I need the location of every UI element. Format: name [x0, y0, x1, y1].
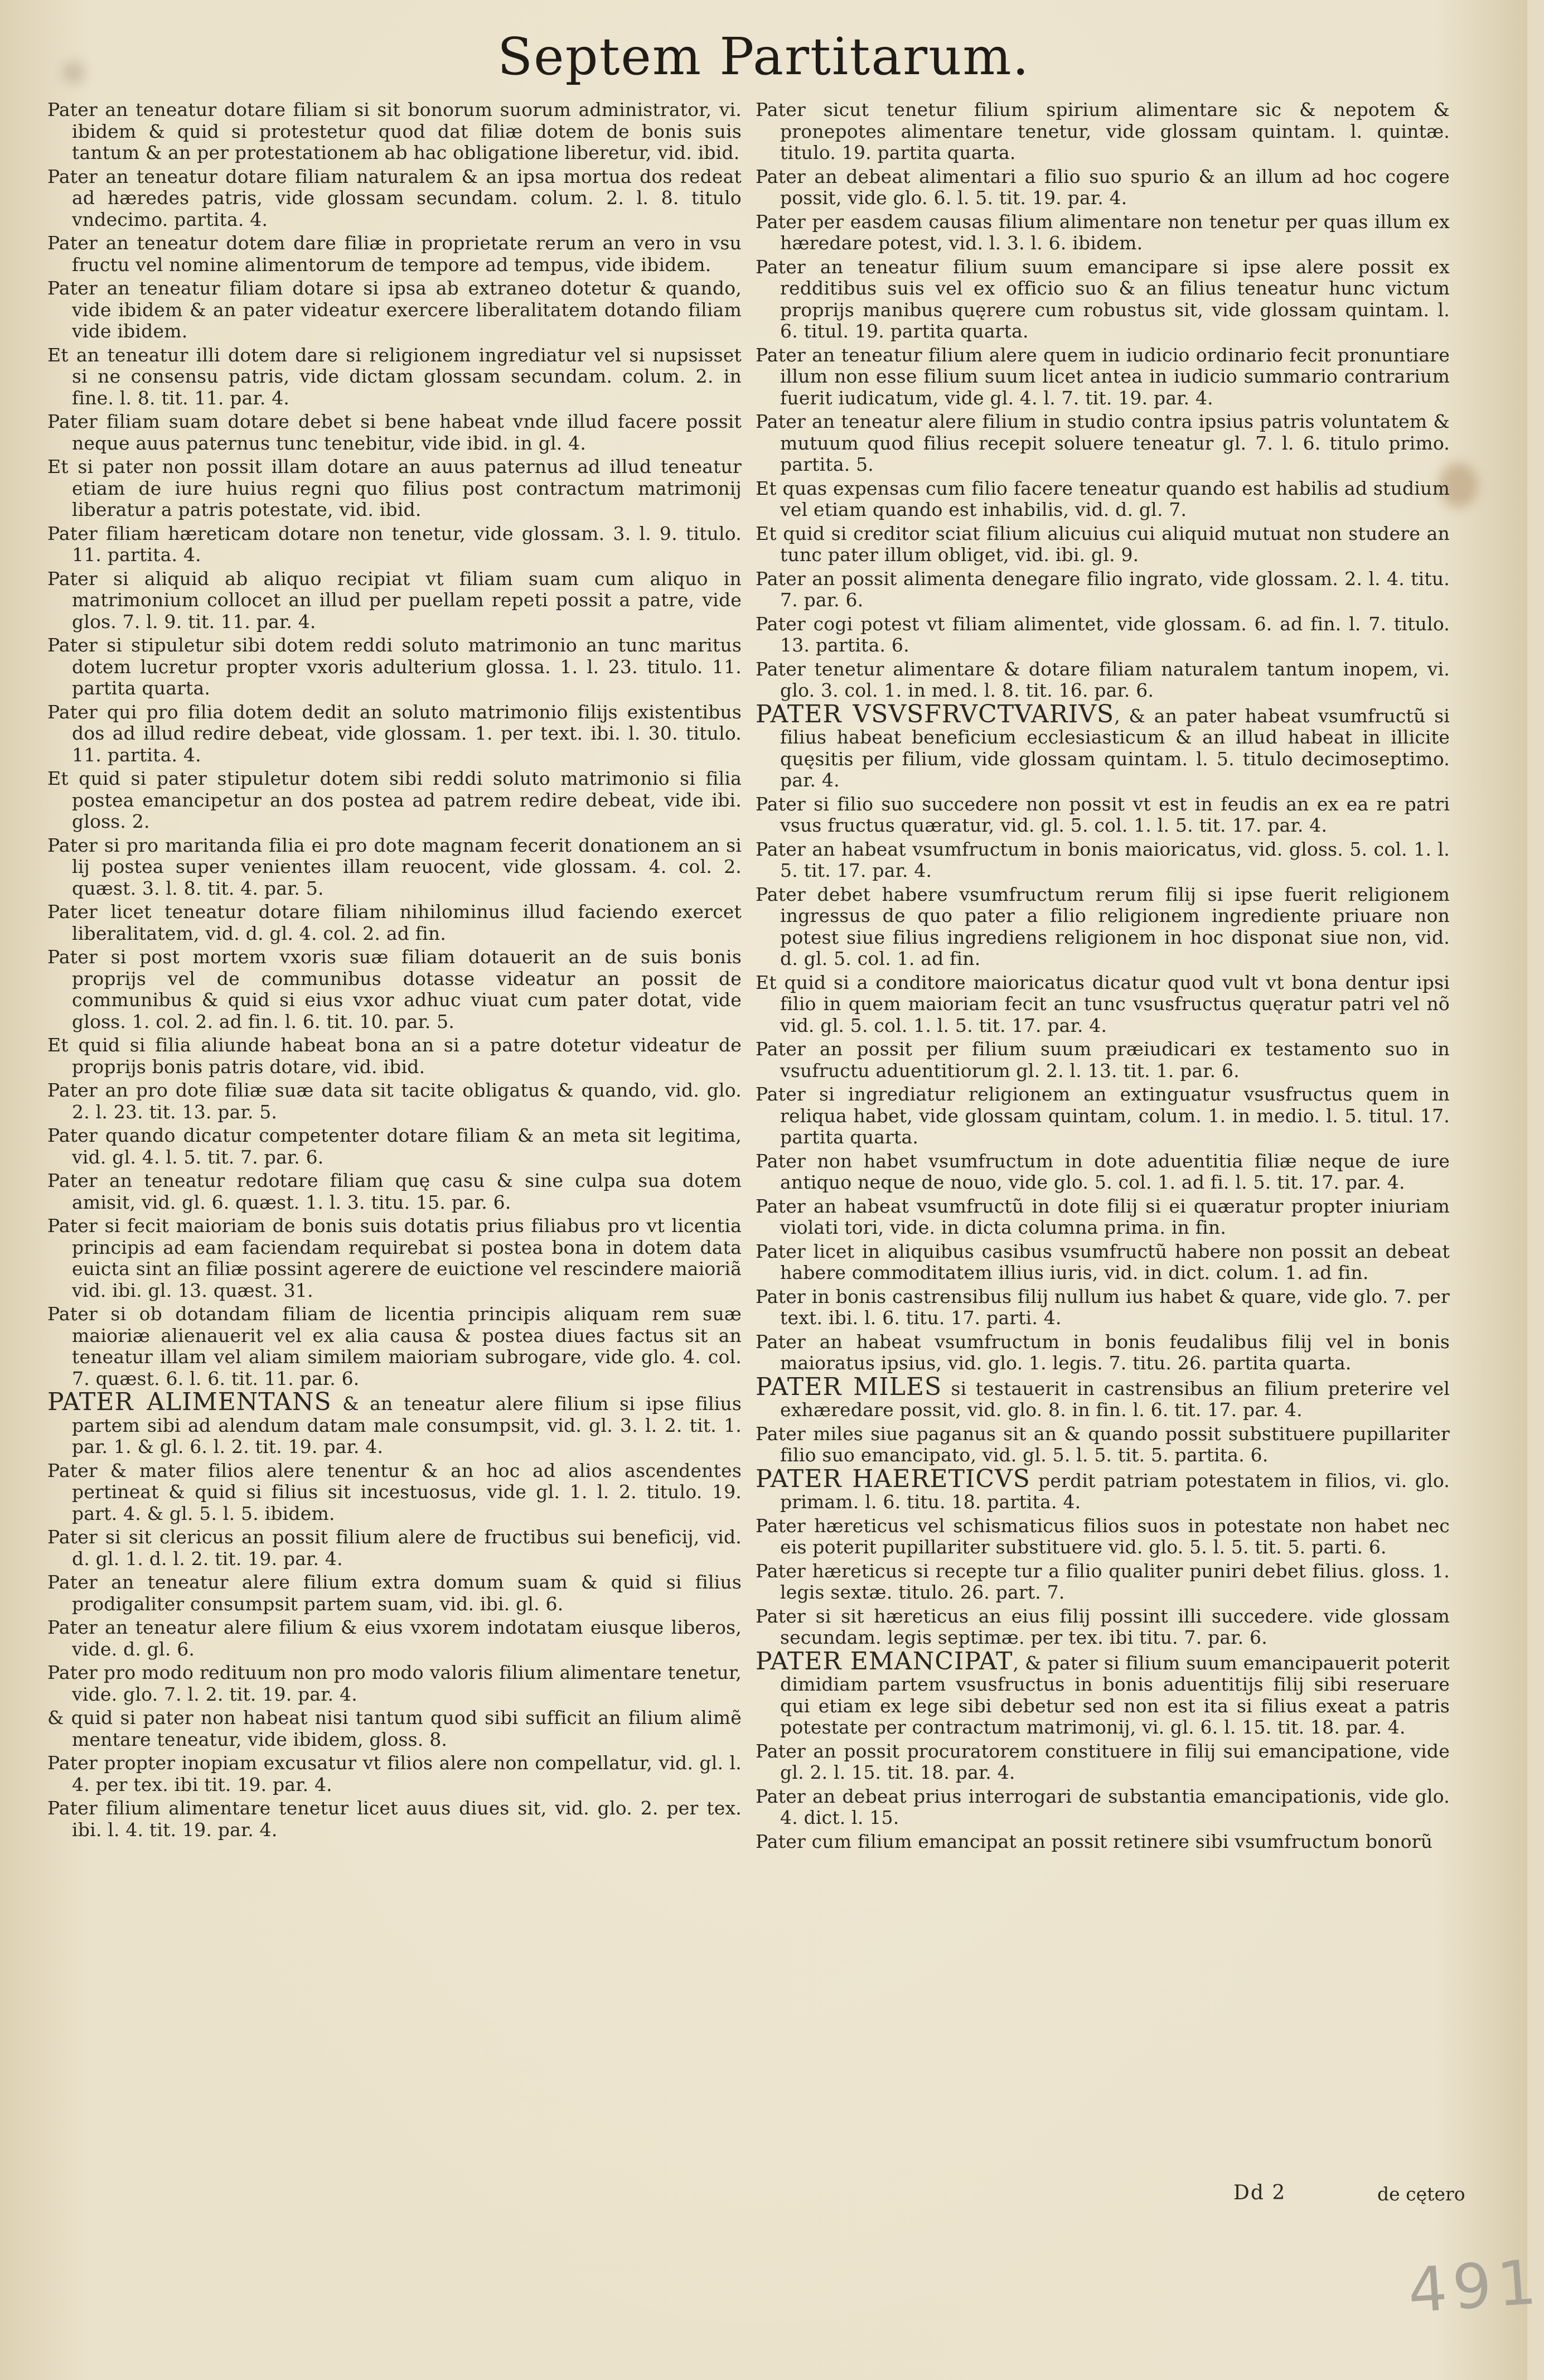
index-entry: Pater si post mortem vxoris suæ filiam dotauerit an de suis bonis proprijs vel de communibus dotasse videatur an possit de communibus & quid si eius vxor adhuc viuat cum pater dotat, vide gloss. 1. col. 2. ad fin. l. 6. tit. 10. par. 5. — [47, 946, 742, 1032]
index-entry: Et quid si a conditore maioricatus dicatur quod vult vt bona dentur ipsi filio in quem maioriam fecit an tunc vsusfructus quęratur patri vel nõ vid. gl. 5. col. 1. l. 5. tit. 17. par. 4. — [756, 971, 1450, 1036]
index-entry: PATER HAERETICVS perdit patriam potestatem in filios, vi. glo. primam. l. 6. titu. 18. partita. 4. — [756, 1464, 1450, 1513]
index-entry: Pater hæreticus vel schismaticus filios suos in potestate non habet nec eis poterit pupillariter substituere vid. glo. 5. l. 5. tit. 5. parti. 6. — [756, 1514, 1450, 1558]
index-entry: Et an teneatur illi dotem dare si religionem ingrediatur vel si nupsisset si ne consensu patris, vide dictam glossam secundam. colum. 2. in fine. l. 8. tit. 11. par. 4. — [47, 344, 742, 409]
index-entry: Pater si ingrediatur religionem an extinguatur vsusfructus quem in reliqua habet, vide glossam quintam, colum. 1. in medio. l. 5. titul. 17. partita quarta. — [756, 1083, 1450, 1148]
index-entry: Pater an debeat alimentari a filio suo spurio & an illum ad hoc cogere possit, vide glo. 6. l. 5. tit. 19. par. 4. — [756, 165, 1450, 209]
catchword: de cętero — [1377, 2183, 1465, 2205]
index-entry: Pater an teneatur alere filium & eius vxorem indotatam eiusque liberos, vide. d. gl. 6. — [47, 1616, 742, 1660]
index-entry: Pater an teneatur redotare filiam quę casu & sine culpa sua dotem amisit, vid. gl. 6. quæst. 1. l. 3. titu. 15. par. 6. — [47, 1170, 742, 1213]
handwritten-folio-number: 491 — [1405, 2246, 1544, 2327]
index-entry: PATER VSVSFRVCTVARIVS, & an pater habeat vsumfructũ si filius habeat beneficium ecclesiasticum & an illud habeat in illicite quęsitis per filium, vide glossam quintam. l. 5. titulo decimoseptimo. par. 4. — [756, 699, 1450, 791]
index-entry: Et quid si creditor sciat filium alicuius cui aliquid mutuat non studere an tunc pater illum obliget, vid. ibi. gl. 9. — [756, 522, 1450, 566]
index-entry: Pater debet habere vsumfructum rerum filij si ipse fuerit religionem ingressus de quo pater a filio religionem ingrediente priuare non potest siue filius ingrediens religionem in hoc disponat siue non, vid. d. gl. 5. col. 1. ad fin. — [756, 883, 1450, 969]
index-entry: Pater si aliquid ab aliquo recipiat vt filiam suam cum aliquo in matrimonium collocet an illud per puellam repeti possit a patre, vide glos. 7. l. 9. tit. 11. par. 4. — [47, 567, 742, 633]
index-entry: Pater an debeat prius interrogari de substantia emancipationis, vide glo. 4. dict. l. 15. — [756, 1785, 1450, 1828]
index-entry: Pater propter inopiam excusatur vt filios alere non compellatur, vid. gl. l. 4. per tex. ibi tit. 19. par. 4. — [47, 1752, 742, 1795]
index-entry: Pater an teneatur alere filium in studio contra ipsius patris voluntatem & mutuum quod filius recepit soluere teneatur gl. 7. l. 6. titulo primo. partita. 5. — [756, 411, 1450, 475]
index-entry: Pater licet teneatur dotare filiam nihilominus illud faciendo exercet liberalitatem, vid. d. gl. 4. col. 2. ad fin. — [47, 901, 742, 944]
index-entry: Pater an teneatur dotare filiam si sit bonorum suorum administrator, vi. ibidem & quid si protestetur quod dat filiæ dotem de bonis suis tantum & an per protestationem ab hac obligatione liberetur, vid. ibid. — [47, 99, 742, 163]
index-entry: Pater filium alimentare tenetur licet auus diues sit, vid. glo. 2. per tex. ibi. l. 4. tit. 19. par. 4. — [47, 1797, 742, 1841]
index-entry: PATER EMANCIPAT, & pater si filium suum emancipauerit poterit dimidiam partem vsusfructus in bonis aduentitijs filij sibi reseruare qui etiam ex lege sibi debetur sed non est ita si filius exeat a patris potestate per contractum matrimonij, vi. gl. 6. l. 15. tit. 18. par. 4. — [756, 1647, 1450, 1738]
index-entry: Pater licet in aliquibus casibus vsumfructũ habere non possit an debeat habere commoditatem illius iuris, vid. in dict. colum. 1. ad fin. — [756, 1240, 1450, 1283]
index-entry: PATER ALIMENTANS & an teneatur alere filium si ipse filius partem sibi ad alendum datam male consumpsit, vid. gl. 3. l. 2. tit. 1. par. 1. & gl. 6. l. 2. tit. 19. par. 4. — [47, 1388, 742, 1457]
index-entry: Pater non habet vsumfructum in dote aduentitia filiæ neque de iure antiquo neque de nouo, vide glo. 5. col. 1. ad fi. l. 5. tit. 17. par. 4. — [756, 1150, 1450, 1193]
index-entry: Pater an possit procuratorem constituere in filij sui emancipatione, vide gl. 2. l. 15. tit. 18. par. 4. — [756, 1740, 1450, 1783]
index-entry: Pater tenetur alimentare & dotare filiam naturalem tantum inopem, vi. glo. 3. col. 1. in med. l. 8. tit. 16. par. 6. — [756, 658, 1450, 701]
index-entry: Pater an habeat vsumfructũ in dote filij si ei quæratur propter iniuriam violati tori, vide. in dicta columna prima. in fin. — [756, 1195, 1450, 1238]
index-entry: Et quid si filia aliunde habeat bona an si a patre dotetur videatur de proprijs bonis patris dotare, vid. ibid. — [47, 1034, 742, 1078]
index-entry: Pater an habeat vsumfructum in bonis maioricatus, vid. gloss. 5. col. 1. l. 5. tit. 17. par. 4. — [756, 838, 1450, 881]
index-entry: Pater qui pro filia dotem dedit an soluto matrimonio filijs existentibus dos ad illud redire debeat, vide glossam. 1. per text. ibi. l. 30. titulo. 11. partita. 4. — [47, 701, 742, 766]
index-entry: Pater pro modo redituum non pro modo valoris filium alimentare tenetur, vide. glo. 7. l. 2. tit. 19. par. 4. — [47, 1662, 742, 1705]
left-column — [47, 99, 742, 1843]
index-entry: Et quid si pater stipuletur dotem sibi reddi soluto matrimonio si filia postea emancipetur an dos postea ad patrem redire debeat, vide ibi. gloss. 2. — [47, 767, 742, 832]
index-entry: Pater an teneatur filium alere quem in iudicio ordinario fecit pronuntiare illum non esse filium suum licet antea in iudicio summario contrarium fuerit iudicatum, vide gl. 4. l. 7. tit. 19. par. 4. — [756, 344, 1450, 409]
index-entry: Pater miles siue paganus sit an & quando possit substituere pupillariter filio suo emancipato, vid. gl. 5. l. 5. tit. 5. partita. 6. — [756, 1422, 1450, 1466]
index-entry: Pater si stipuletur sibi dotem reddi soluto matrimonio an tunc maritus dotem lucretur propter vxoris adulterium glossa. 1. l. 23. titulo. 11. partita quarta. — [47, 634, 742, 699]
index-entry: Pater per easdem causas filium alimentare non tenetur per quas illum ex hæredare potest, vid. l. 3. l. 6. ibidem. — [756, 210, 1450, 254]
index-entry: Pater quando dicatur competenter dotare filiam & an meta sit legitima, vid. gl. 4. l. 5. tit. 7. par. 6. — [47, 1124, 742, 1168]
index-entry: Pater si ob dotandam filiam de licentia principis aliquam rem suæ maioriæ alienauerit vel ex alia causa & postea diues factus sit an teneatur illam vel aliam similem maioriam subrogare, vide glo. 4. col. 7. quæst. 6. l. 6. tit. 11. par. 6. — [47, 1303, 742, 1389]
index-entry: Pater an teneatur filium suum emancipare si ipse alere possit ex redditibus suis vel ex officio suo & an filius teneatur hunc victum proprijs manibus quęrere cum robustus sit, vide glossam quintam. l. 6. titul. 19. partita quarta. — [756, 255, 1450, 342]
index-entry: PATER MILES si testauerit in castrensibus an filium preterire vel exhæredare possit, vid. glo. 8. in fin. l. 6. tit. 17. par. 4. — [756, 1372, 1450, 1421]
index-entry: Pater an possit per filium suum præiudicari ex testamento suo in vsufructu aduentitiorum gl. 2. l. 13. tit. 1. par. 6. — [756, 1038, 1450, 1082]
index-entry: Pater filiam hæreticam dotare non tenetur, vide glossam. 3. l. 9. titulo. 11. partita. 4. — [47, 522, 742, 566]
index-entry: Pater filiam suam dotare debet si bene habeat vnde illud facere possit neque auus paternus tunc tenebitur, vide ibid. in gl. 4. — [47, 411, 742, 454]
running-head: Septem Partitarum. — [497, 27, 1030, 86]
index-entry: Pater an possit alimenta denegare filio ingrato, vide glossam. 2. l. 4. titu. 7. par. 6. — [756, 567, 1450, 611]
index-entry: Pater si sit hæreticus an eius filij possint illi succedere. vide glossam secundam. legis septimæ. per tex. ibi titu. 7. par. 6. — [756, 1605, 1450, 1648]
index-entry: Pater & mater filios alere tenentur & an hoc ad alios ascendentes pertineat & quid si filius sit incestuosus, vide gl. 1. l. 2. titulo. 19. part. 4. & gl. 5. l. 5. ibidem. — [47, 1459, 742, 1524]
index-entry: Pater an teneatur filiam dotare si ipsa ab extraneo dotetur & quando, vide ibidem & an pater videatur exercere liberalitatem dotando filiam vide ibidem. — [47, 277, 742, 342]
index-entry: & quid si pater non habeat nisi tantum quod sibi sufficit an filium alimẽ mentare teneatur, vide ibidem, gloss. 8. — [47, 1707, 742, 1750]
index-entry: Pater an teneatur dotare filiam naturalem & an ipsa mortua dos redeat ad hæredes patris, vide glossam secundam. colum. 2. l. 8. titulo vndecimo. partita. 4. — [47, 165, 742, 230]
index-entry: Pater an teneatur alere filium extra domum suam & quid si filius prodigaliter consumpsit partem suam, vid. ibi. gl. 6. — [47, 1571, 742, 1615]
index-entry: Pater si pro maritanda filia ei pro dote magnam fecerit donationem an si lij postea super venientes illam reuocent, vide glossam. 4. col. 2. quæst. 3. l. 8. tit. 4. par. 5. — [47, 834, 742, 899]
index-entry: Pater sicut tenetur filium spirium alimentare sic & nepotem & pronepotes alimentare tenetur, vide glossam quintam. l. quintæ. titulo. 19. partita quarta. — [756, 99, 1450, 163]
index-entry: Pater an habeat vsumfructum in bonis feudalibus filij vel in bonis maioratus ipsius, vid. glo. 1. legis. 7. titu. 26. partita quarta. — [756, 1330, 1450, 1374]
index-entry: Pater an teneatur dotem dare filiæ in proprietate rerum an vero in vsu fructu vel nomine alimentorum de tempore ad tempus, vide ibidem. — [47, 232, 742, 276]
index-entry: Pater si filio suo succedere non possit vt est in feudis an ex ea re patri vsus fructus quæratur, vid. gl. 5. col. 1. l. 5. tit. 17. par. 4. — [756, 793, 1450, 836]
index-entry: Pater cum filium emancipat an possit retinere sibi vsumfructum bonorũ — [756, 1830, 1433, 1852]
index-entry: Pater an pro dote filiæ suæ data sit tacite obligatus & quando, vid. glo. 2. l. 23. tit. 13. par. 5. — [47, 1079, 742, 1123]
right-column — [756, 99, 1450, 1855]
index-entry: Pater si fecit maioriam de bonis suis dotatis prius filiabus pro vt licentia principis ad eam faciendam requirebat si postea bona in dotem data euicta sint an filiæ possint agerere de euictione vel rescindere maioriã vid. ibi. gl. 13. quæst. 31. — [47, 1215, 742, 1301]
index-entry: Pater si sit clericus an possit filium alere de fructibus sui beneficij, vid. d. gl. 1. d. l. 2. tit. 19. par. 4. — [47, 1526, 742, 1570]
index-entry: Et si pater non possit illam dotare an auus paternus ad illud teneatur etiam de iure huius regni quo filius post contractum matrimonij liberatur a patris potestate, vid. ibid. — [47, 456, 742, 520]
signature-mark: Dd 2 — [1233, 2181, 1286, 2204]
index-entry: Pater hæreticus si recepte tur a filio qualiter puniri debet filius. gloss. 1. legis sextæ. titulo. 26. part. 7. — [756, 1560, 1450, 1603]
index-entry: Pater in bonis castrensibus filij nullum ius habet & quare, vide glo. 7. per text. ibi. l. 6. titu. 17. parti. 4. — [756, 1285, 1450, 1329]
index-entry: Pater cogi potest vt filiam alimentet, vide glossam. 6. ad fin. l. 7. titulo. 13. partita. 6. — [756, 612, 1450, 656]
index-entry: Et quas expensas cum filio facere teneatur quando est habilis ad studium vel etiam quando est inhabilis, vid. d. gl. 7. — [756, 477, 1450, 520]
